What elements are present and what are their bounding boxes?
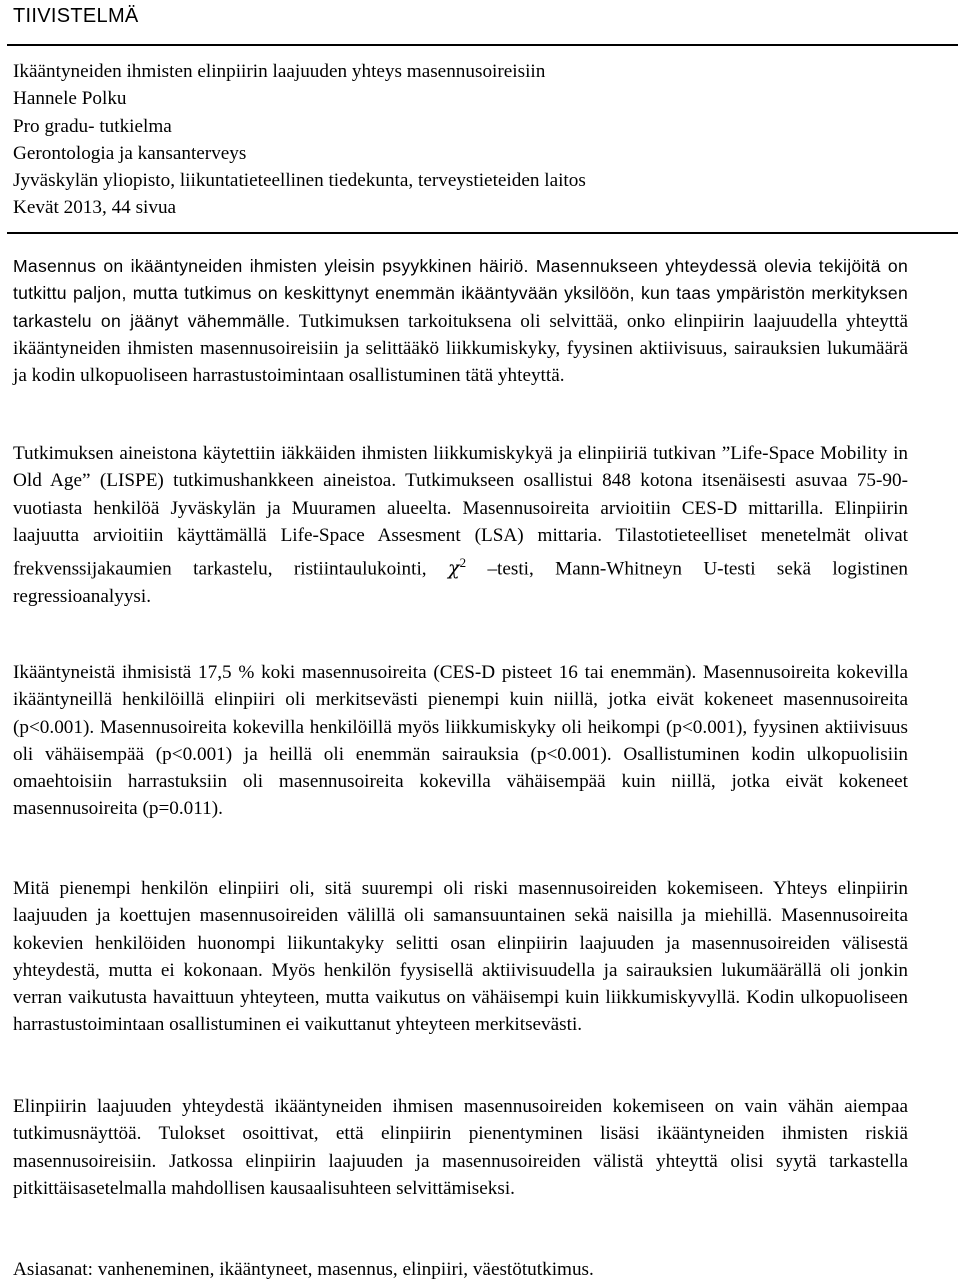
keywords: Asiasanat: vanheneminen, ikääntyneet, masennus, elinpiiri, väestötutkimus. — [13, 1259, 594, 1280]
chi-superscript: 2 — [459, 555, 467, 571]
thesis-metadata — [13, 58, 943, 222]
thesis-type: Pro gradu- tutkielma — [13, 115, 172, 137]
subject-field: Gerontologia ja kansanterveys — [13, 142, 247, 164]
chi-symbol: χ — [447, 556, 460, 580]
abstract-paragraph-findings: Mitä pienempi henkilön elinpiiri oli, sitä suurempi oli riski masennusoireiden kokemiseen. Yhteys elinpiirin laajuuden ja koettujen masennusoireiden välillä oli samansuuntainen sekä naisilla ja miehillä. Masennusoireita kokevien henkilöiden huonompi liikuntakyky selitti osan elinpiirin laajuuden ja masennusoireiden välisestä yhteydestä, mutta ei kokonaan. Myös henkilön fyysisellä aktiivisuudella ja sairauksien lukumäärällä oli jonkin verran vaikutusta havaittuun yhteyteen, mutta vaikutus on vähäisempi kuin liikkumiskyvyllä. Kodin ulkopuoliseen harrastustoimintaan osallistuminen ei vaikuttanut yhteyteen merkitsevästi. — [13, 878, 908, 1036]
thesis-title: Ikääntyneiden ihmisten elinpiirin laajuuden yhteys masennusoireisiin — [13, 61, 546, 82]
aim-sentences: Tutkimuksen tarkoituksena oli selvittää, onko elinpiirin laajuudella yhteyttä ikääntyneiden ihmisten masennusoireisiin ja selittääkö liikkumiskyky, fyysinen aktiivisuus, sairauksien lukumäärä ja kodin ulkopuoliseen harrastustoimintaan osallistuminen tätä yhteyttä. — [13, 310, 908, 387]
section-divider — [7, 232, 958, 234]
abstract-paragraph-methods — [13, 440, 908, 610]
abstract-paragraph-background — [13, 253, 908, 389]
abstract-heading: TIIVISTELMÄ — [13, 5, 139, 27]
author-name: Hannele Polku — [13, 88, 127, 110]
abstract-paragraph-conclusion: Elinpiirin laajuuden yhteydestä ikääntyneiden ihmisen masennusoireiden kokemiseen on vain vähän aiempaa tutkimusnäyttöä. Tulokset osoittivat, että elinpiirin pienentyminen lisäsi ikääntyneiden ihmisten riskiä masennusoireisiin. Jatkossa elinpiirin laajuuden ja masennusoireiden välistä yhteyttä olisi syytä tarkastella pitkittäisasetelmalla mahdollisen kausaalisuhteen selvittämiseksi. — [13, 1096, 908, 1199]
background-sentences: Masennus on ikääntyneiden ihmisten yleisin psyykkinen häiriö. Masennukseen yhteydessä olevia tekijöitä on tutkittu paljon, mutta tutkimus on keskittynyt enemmän ikääntyvään yksilöön, kun taas ympäristön merkityksen tarkastelu on jäänyt vähemmälle. — [13, 256, 908, 331]
methods-text: Tutkimuksen aineistona käytettiin iäkkäiden ihmisten liikkumiskykyä ja elinpiiriä tutkivan ”Life-Space Mobility in Old Age” (LISPE) tutkimushankkeen aineistoa. Tutkimukseen osallistui 848 kotona itsenäisesti asuvaa 75-90-vuotiasta henkilöä Jyväskylän ja Muuramen alueelta. Masennusoireita arvioitiin CES-D mittarilla. Elinpiirin laajuutta arvioitiin käyttämällä Life-Space Assesment (LSA) mittaria. Tilastotieteelliset menetelmät olivat frekvenssijakaumien tarkastelu, ristiintaulukointi, — [13, 443, 908, 580]
methods-text-end: –testi, Mann-Whitneyn U-testi sekä logistinen regressioanalyysi. — [13, 558, 909, 607]
institution: Jyväskylän yliopisto, liikuntatieteellinen tiedekunta, terveystieteiden laitos — [13, 170, 586, 192]
abstract-paragraph-results: Ikääntyneistä ihmisistä 17,5 % koki masennusoireita (CES-D pisteet 16 tai enemmän). Masennusoireita kokevilla ikääntyneillä henkilöillä elinpiiri oli merkitsevästi pienempi kuin niillä, jotka eivät kokeneet masennusoireita (p<0.001). Masennusoireita kokevilla henkilöillä myös liikkumiskyky oli heikompi (p<0.001), fyysinen aktiivisuus oli vähäisempää (p<0.001) ja heillä oli enemmän sairauksia (p<0.001). Osallistuminen kodin ulkopuolisiin omaehtoisiin harrastuksiin oli masennusoireita kokevilla vähäisempää kuin niillä, jotka eivät kokeneet masennusoireita (p=0.011). — [13, 662, 908, 820]
date-and-pages: Kevät 2013, 44 sivua — [13, 197, 177, 219]
top-divider — [7, 44, 958, 46]
